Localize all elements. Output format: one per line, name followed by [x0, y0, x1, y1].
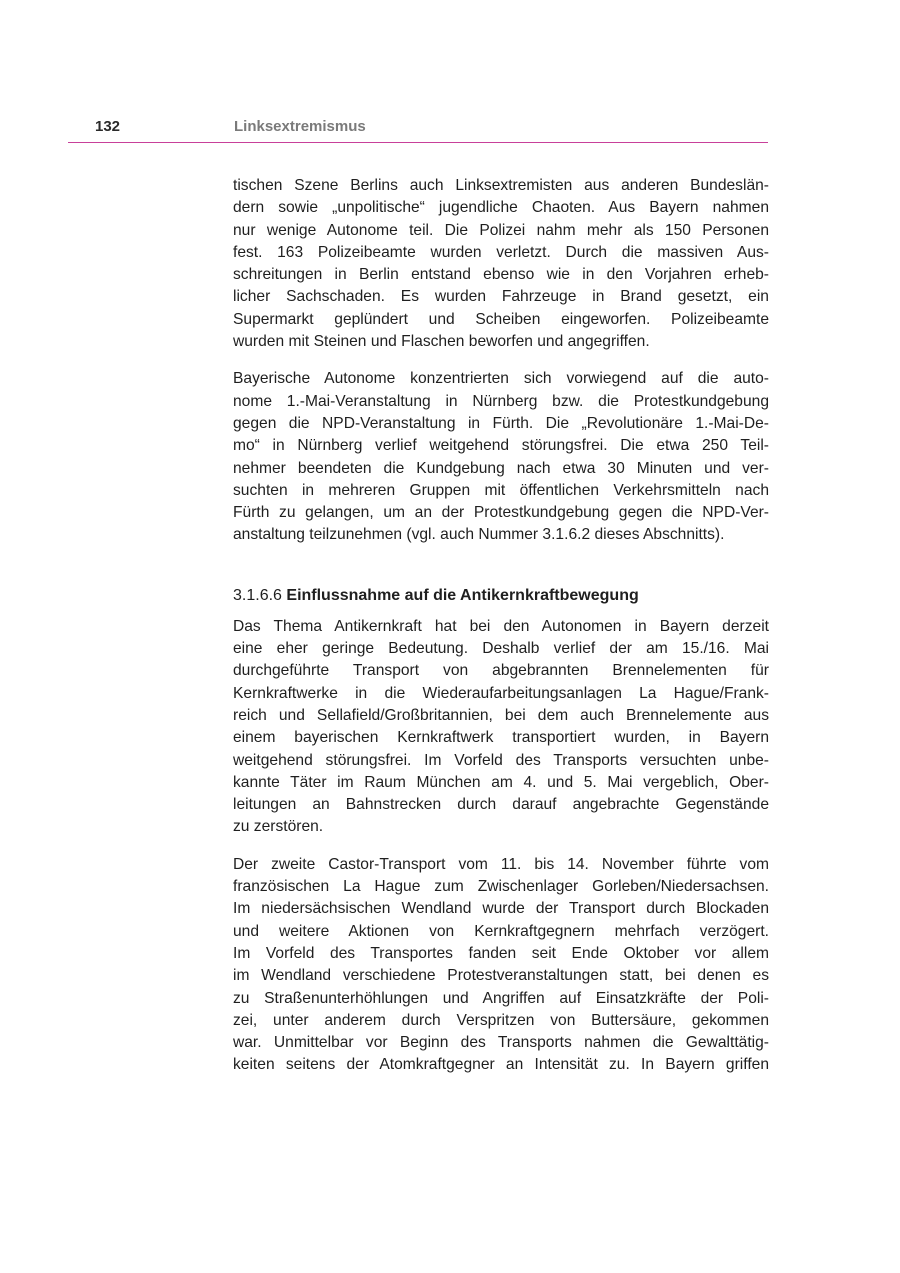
text-line: nome 1.-Mai-Veranstaltung in Nürnberg bzw. die Protestkundgebung — [233, 392, 769, 410]
text-line: mo“ in Nürnberg verlief weitgehend störungsfrei. Die etwa 250 Teil- — [233, 437, 769, 455]
text-line: Im niedersächsischen Wendland wurde der Transport durch Blockaden — [233, 900, 769, 918]
text-line: nur wenige Autonome teil. Die Polizei nahm mehr als 150 Personen — [233, 221, 769, 239]
paragraph-2 — [233, 368, 769, 546]
section-number: 3.1.6.6 — [233, 586, 282, 604]
paragraph-4 — [233, 854, 769, 1077]
text-line: suchten in mehreren Gruppen mit öffentlichen Verkehrsmitteln nach — [233, 481, 769, 499]
text-line: Supermarkt geplündert und Scheiben eingeworfen. Polizeibeamte — [233, 310, 769, 328]
text-line: dern sowie „unpolitische“ jugendliche Chaoten. Aus Bayern nahmen — [233, 199, 769, 217]
text-line: zei, unter anderem durch Verspritzen von Buttersäure, gekommen — [233, 1011, 769, 1029]
text-line: wurden mit Steinen und Flaschen beworfen und angegriffen. — [233, 333, 650, 351]
text-line: Bayerische Autonome konzentrierten sich vorwiegend auf die auto- — [233, 370, 769, 388]
text-line: weitgehend störungsfrei. Im Vorfeld des Transports versuchten unbe- — [233, 751, 769, 769]
page-header — [68, 116, 768, 143]
text-line: und weitere Aktionen von Kernkraftgegnern mehrfach verzögert. — [233, 922, 769, 940]
text-line: eine eher geringe Bedeutung. Deshalb verlief der am 15./16. Mai — [233, 640, 769, 658]
text-line: war. Unmittelbar vor Beginn des Transports nahmen die Gewalttätig- — [233, 1034, 769, 1052]
text-line: Das Thema Antikernkraft hat bei den Autonomen in Bayern derzeit — [233, 617, 769, 635]
text-line: anstaltung teilzunehmen (vgl. auch Nummer 3.1.6.2 dieses Abschnitts). — [233, 526, 725, 544]
text-line: licher Sachschaden. Es wurden Fahrzeuge in Brand gesetzt, ein — [233, 288, 769, 306]
text-line: schreitungen in Berlin entstand ebenso wie in den Vorjahren erheb- — [233, 266, 769, 284]
text-line: kannte Täter im Raum München am 4. und 5. Mai vergeblich, Ober- — [233, 773, 769, 791]
paragraph-1 — [233, 175, 769, 353]
text-line: französischen La Hague zum Zwischenlager Gorleben/Niedersachsen. — [233, 878, 769, 896]
text-line: Kernkraftwerke in die Wiederaufarbeitungsanlagen La Hague/Frank- — [233, 684, 769, 702]
text-line: im Wendland verschiedene Protestveranstaltungen statt, bei denen es — [233, 967, 769, 985]
section-heading — [233, 585, 769, 609]
body-text — [233, 175, 769, 1077]
text-line: Fürth zu gelangen, um an der Protestkundgebung gegen die NPD-Ver- — [233, 504, 769, 522]
text-line: tischen Szene Berlins auch Linksextremisten aus anderen Bundeslän- — [233, 177, 769, 194]
page-number: 132 — [95, 118, 121, 135]
text-line: fest. 163 Polizeibeamte wurden verletzt. Durch die massiven Aus- — [233, 243, 769, 261]
text-line: leitungen an Bahnstrecken durch darauf angebrachte Gegenstände — [233, 796, 769, 814]
text-line: Im Vorfeld des Transportes fanden seit Ende Oktober vor allem — [233, 944, 769, 962]
text-line: gegen die NPD-Veranstaltung in Fürth. Die „Revolutionäre 1.-Mai-De- — [233, 414, 769, 432]
text-line: keiten seitens der Atomkraftgegner an Intensität zu. In Bayern griffen — [233, 1056, 769, 1074]
text-line: reich und Sellafield/Großbritannien, bei dem auch Brennelemente aus — [233, 706, 769, 724]
running-title: Linksextremismus — [234, 118, 366, 135]
text-line: einem bayerischen Kernkraftwerk transportiert wurden, in Bayern — [233, 729, 769, 747]
text-line: nehmer beendeten die Kundgebung nach etwa 30 Minuten und ver- — [233, 459, 769, 477]
text-line: Der zweite Castor-Transport vom 11. bis 14. November führte vom — [233, 855, 769, 873]
paragraph-3 — [233, 616, 769, 839]
text-line: zu Straßenunterhöhlungen und Angriffen auf Einsatzkräfte der Poli- — [233, 989, 769, 1007]
section-title: Einflussnahme auf die Antikernkraftbewegung — [286, 586, 639, 604]
text-line: zu zerstören. — [233, 818, 324, 836]
text-line: durchgeführte Transport von abgebrannten Brennelementen für — [233, 662, 769, 680]
